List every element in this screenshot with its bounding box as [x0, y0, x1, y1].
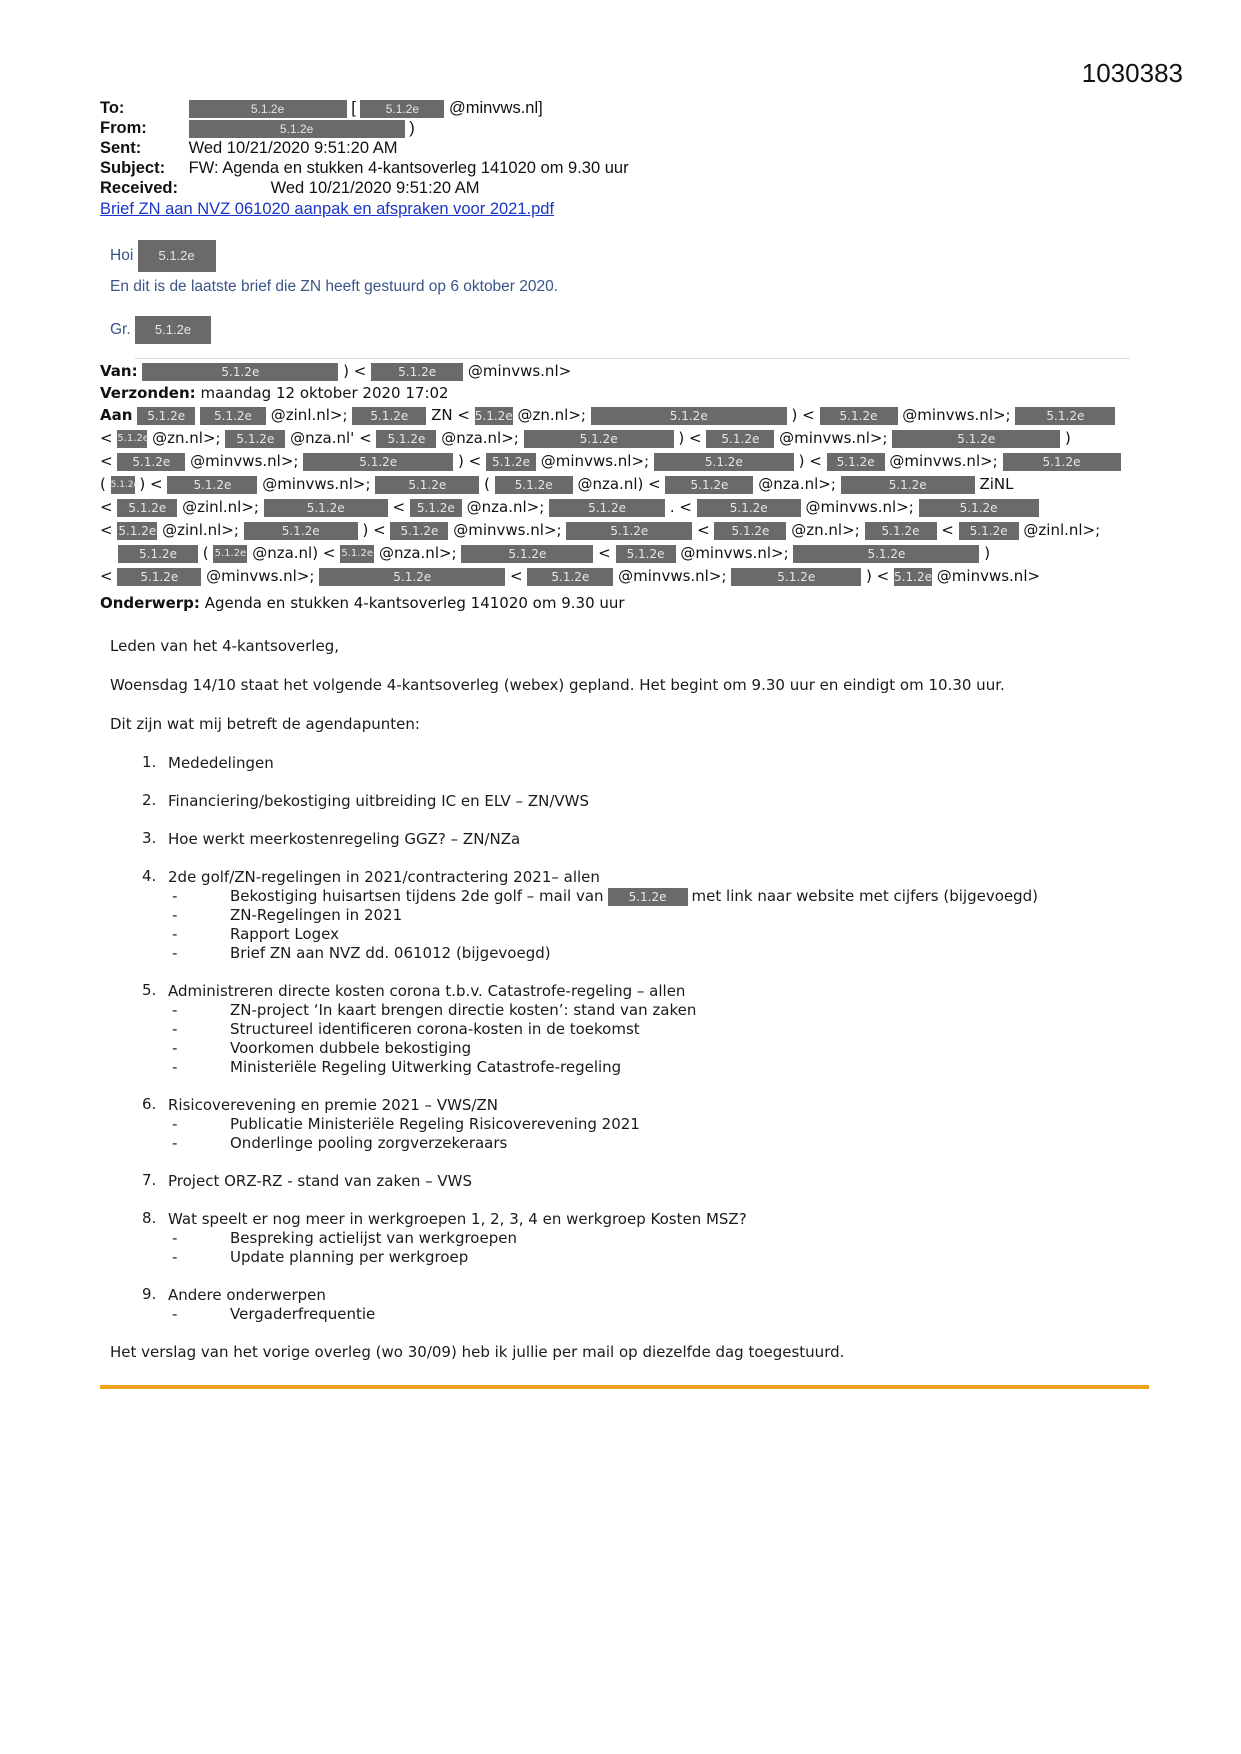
- bullet-dash: -: [172, 1248, 178, 1266]
- recipient-text: ) <: [866, 567, 890, 585]
- agenda-item: [110, 1285, 1130, 1324]
- agenda-subitem: [110, 925, 1130, 944]
- agenda-subitem-text: Update planning per werkgroep: [230, 1248, 469, 1266]
- recipient-line: [100, 519, 1130, 542]
- recipient-text: @nza.nl>;: [378, 544, 457, 562]
- redaction-box: 5.1.2e: [616, 545, 676, 563]
- redaction-box: 5.1.2e: [371, 363, 463, 381]
- agenda-subitem-text: Bekostiging huisartsen tijdens 2de golf – mail van: [230, 887, 604, 905]
- recipient-text: (: [484, 475, 490, 493]
- received-row: [100, 178, 629, 198]
- recipient-text: <: [598, 544, 611, 562]
- recipient-text: @minvws.nl>;: [805, 498, 914, 516]
- agenda-subitem-text: Vergaderfrequentie: [230, 1305, 376, 1323]
- redaction-box: 5.1.2e: [894, 569, 932, 584]
- agenda-item-number: 1.: [142, 753, 157, 771]
- van-label: Van:: [100, 362, 138, 380]
- redaction-box: 5.1.2e: [375, 476, 479, 494]
- received-label: Received:: [100, 179, 178, 197]
- bullet-dash: -: [172, 1229, 178, 1247]
- recipient-text: ) <: [791, 406, 815, 424]
- to-domain: @minvws.nl]: [448, 99, 543, 117]
- redaction-box: 5.1.2e: [189, 120, 405, 138]
- recipient-text: @zinl.nl>;: [162, 521, 239, 539]
- redaction-box: 5.1.2e: [865, 522, 937, 540]
- agenda-subitem: [110, 887, 1130, 906]
- redaction-box: 5.1.2e: [697, 499, 801, 517]
- redaction-box: 5.1.2e: [117, 568, 201, 586]
- signoff-text: Gr.: [110, 321, 131, 339]
- recipient-text: ) <: [458, 452, 482, 470]
- sent-row: [100, 138, 629, 158]
- van-row: [100, 362, 571, 381]
- agenda-subitem: [110, 1058, 1130, 1077]
- agenda-item: [110, 981, 1130, 1077]
- subject-row: [100, 158, 629, 178]
- redaction-box: 5.1.2e: [495, 476, 573, 494]
- recipient-text: @nza.nl>;: [758, 475, 836, 493]
- intro-paragraph: Woensdag 14/10 staat het volgende 4-kantsoverleg (webex) gepland. Het begint om 9.30 uur en eindigt om 10.30 uur.: [110, 676, 1005, 694]
- redaction-box: 5.1.2e: [461, 545, 593, 563]
- agenda-subitem-text: Brief ZN aan NVZ dd. 061012 (bijgevoegd): [230, 944, 551, 962]
- separator-line: [135, 358, 1130, 359]
- recipient-text: @minvws.nl>;: [190, 452, 299, 470]
- recipient-text: @nza.nl>;: [466, 498, 545, 516]
- redaction-box: 5.1.2e: [919, 499, 1039, 517]
- closing-paragraph: Het verslag van het vorige overleg (wo 30/09) heb ik jullie per mail op diezelfde dag toegestuurd.: [110, 1343, 845, 1361]
- redaction-box: 5.1.2e: [117, 499, 177, 517]
- recipient-line: [100, 565, 1130, 588]
- attachment-link[interactable]: Brief ZN aan NVZ 061020 aanpak en afspraken voor 2021.pdf: [100, 200, 555, 218]
- bullet-dash: -: [172, 1115, 178, 1133]
- redaction-box: 5.1.2e: [410, 499, 462, 517]
- agenda-subitem-text: Publicatie Ministeriële Regeling Risicoverevening 2021: [230, 1115, 640, 1133]
- recipient-text: ): [1065, 429, 1071, 447]
- agenda-subitem-text: Ministeriële Regeling Uitwerking Catastrofe-regeling: [230, 1058, 622, 1076]
- redaction-box: 5.1.2e: [390, 522, 448, 540]
- recipient-text: (: [202, 544, 209, 562]
- recipient-text: @zn.nl>;: [517, 406, 586, 424]
- agenda-subitem: [110, 1039, 1130, 1058]
- recipient-line: [100, 542, 1130, 565]
- redaction-box: 5.1.2e: [731, 568, 861, 586]
- redaction-box: 5.1.2e: [959, 522, 1019, 540]
- to-bracket: [: [351, 99, 356, 117]
- agenda-item-title: 2de golf/ZN-regelingen in 2021/contractering 2021– allen: [168, 868, 600, 886]
- recipient-text: <: [697, 521, 710, 539]
- bullet-dash: -: [172, 1058, 178, 1076]
- verzonden-value: maandag 12 oktober 2020 17:02: [200, 384, 449, 402]
- redaction-box: 5.1.2e: [340, 545, 374, 563]
- recipient-line: [100, 473, 1130, 496]
- recipient-text: @minvws.nl>;: [902, 406, 1011, 424]
- bullet-dash: -: [172, 906, 178, 924]
- recipient-text: @nza.nl>;: [441, 429, 519, 447]
- agenda-item-number: 9.: [142, 1285, 157, 1303]
- agenda-item-title: Financiering/bekostiging uitbreiding IC en ELV – ZN/VWS: [168, 792, 590, 810]
- redaction-box: 5.1.2e: [1003, 453, 1121, 471]
- redaction-box: 5.1.2e: [706, 430, 774, 448]
- agenda-item: [110, 829, 1130, 849]
- subject-value: FW: Agenda en stukken 4-kantsoverleg 141020 om 9.30 uur: [188, 159, 629, 177]
- agenda-item-title: Wat speelt er nog meer in werkgroepen 1, 2, 3, 4 en werkgroep Kosten MSZ?: [168, 1210, 747, 1228]
- recipient-text: @minvws.nl>;: [540, 452, 650, 470]
- redaction-box: 5.1.2e: [142, 363, 338, 381]
- agenda-item-title: Risicoverevening en premie 2021 – VWS/ZN: [168, 1096, 498, 1114]
- redaction-box: 5.1.2e: [118, 545, 198, 563]
- recipient-text: @nza.nl) <: [577, 475, 661, 493]
- agenda-subitem: [110, 1134, 1130, 1153]
- recipient-text: <: [100, 567, 113, 585]
- redaction-box: 5.1.2e: [527, 568, 613, 586]
- bullet-dash: -: [172, 1305, 178, 1323]
- agenda-item: [110, 867, 1130, 963]
- onderwerp-value: Agenda en stukken 4-kantsoverleg 141020 om 9.30 uur: [204, 594, 625, 612]
- redaction-box: 5.1.2e: [654, 453, 794, 471]
- redaction-box: 5.1.2e: [566, 522, 692, 540]
- bullet-dash: -: [172, 1020, 178, 1038]
- agenda-subitem-text: Bespreking actielijst van werkgroepen: [230, 1229, 517, 1247]
- redaction-box: 5.1.2e: [138, 240, 216, 272]
- agenda-item-title: Administreren directe kosten corona t.b.v. Catastrofe-regeling – allen: [168, 982, 686, 1000]
- redaction-box: 5.1.2e: [892, 430, 1060, 448]
- agenda-list: [110, 753, 1130, 1324]
- recipient-text: @minvws.nl>;: [779, 429, 888, 447]
- agenda-subitem: [110, 1020, 1130, 1039]
- recipient-line: [100, 427, 1130, 450]
- redaction-box: 5.1.2e: [319, 568, 505, 586]
- agenda-item-number: 3.: [142, 829, 157, 847]
- recipient-text: @minvws.nl>;: [206, 567, 315, 585]
- agenda-item-title: Andere onderwerpen: [168, 1286, 326, 1304]
- redaction-box: 5.1.2e: [189, 100, 347, 118]
- recipient-text: ) <: [362, 521, 386, 539]
- aan-label: Aan: [100, 406, 133, 424]
- redaction-box: 5.1.2e: [167, 476, 257, 494]
- redaction-box: 5.1.2e: [244, 522, 358, 540]
- redaction-box: 5.1.2e: [820, 407, 898, 425]
- verzonden-row: [100, 384, 449, 402]
- salutation: Leden van het 4-kantsoverleg,: [110, 637, 339, 655]
- redaction-box: 5.1.2e: [135, 316, 211, 344]
- agenda-item-title: Mededelingen: [168, 754, 274, 772]
- recipient-text: @zinl.nl>;: [270, 406, 348, 424]
- agenda-item: [110, 791, 1130, 811]
- bullet-dash: -: [172, 1134, 178, 1152]
- agenda-subitem-text: ZN-Regelingen in 2021: [230, 906, 403, 924]
- agenda-item-number: 8.: [142, 1209, 157, 1227]
- redaction-box: 5.1.2e: [118, 523, 157, 538]
- recipient-text: @minvws.nl>;: [262, 475, 371, 493]
- agenda-subitem: [110, 1001, 1130, 1020]
- recipient-text: ) <: [678, 429, 702, 447]
- van-domain: @minvws.nl>: [467, 362, 572, 380]
- redaction-box: 5.1.2e: [137, 407, 195, 425]
- recipient-text: @nza.nl) <: [252, 544, 336, 562]
- agenda-subitem-text: Structureel identificeren corona-kosten in de toekomst: [230, 1020, 640, 1038]
- agenda-subitem: [110, 1115, 1130, 1134]
- recipient-text: (: [100, 475, 106, 493]
- agenda-item: [110, 1095, 1130, 1153]
- redaction-box: 5.1.2e: [524, 430, 674, 448]
- redaction-box: 5.1.2e: [827, 453, 885, 471]
- recipient-text: <: [100, 498, 113, 516]
- agenda-item-title: Project ORZ-RZ - stand van zaken – VWS: [168, 1172, 473, 1190]
- recipient-line: [100, 404, 1130, 427]
- redaction-box: 5.1.2e: [360, 100, 444, 118]
- recipient-line: [100, 496, 1130, 519]
- redaction-box: 5.1.2e: [1015, 407, 1115, 425]
- redaction-box: 5.1.2e: [474, 408, 513, 423]
- recipient-text: ) <: [798, 452, 822, 470]
- sent-value: Wed 10/21/2020 9:51:20 AM: [188, 139, 398, 157]
- onderwerp-label: Onderwerp:: [100, 594, 200, 612]
- forward-greeting: [110, 240, 216, 272]
- redaction-box: 5.1.2e: [549, 499, 665, 517]
- onderwerp-row: [100, 594, 625, 612]
- agenda-intro: Dit zijn wat mij betreft de agendapunten:: [110, 715, 420, 733]
- forward-signoff: [110, 316, 211, 344]
- agenda-subitem-tail: met link naar website met cijfers (bijgevoegd): [691, 887, 1039, 905]
- recipient-text: ): [984, 544, 991, 562]
- redaction-box: 5.1.2e: [225, 430, 285, 448]
- agenda-subitem-text: Voorkomen dubbele bekostiging: [230, 1039, 472, 1057]
- agenda-subitem: [110, 944, 1130, 963]
- subject-label: Subject:: [100, 159, 166, 177]
- van-mid: ) <: [343, 362, 367, 380]
- redaction-box: 5.1.2e: [200, 407, 266, 425]
- document-id: 1030383: [1081, 58, 1183, 88]
- agenda-item: [110, 1171, 1130, 1191]
- bullet-dash: -: [172, 1001, 178, 1019]
- recipient-line: [100, 450, 1130, 473]
- agenda-item: [110, 1209, 1130, 1267]
- redaction-box: 5.1.2e: [591, 407, 787, 425]
- recipient-text: <: [100, 452, 113, 470]
- recipient-text: <: [941, 521, 954, 539]
- to-row: [100, 98, 629, 118]
- message-body: [110, 636, 1130, 1381]
- recipient-text: ) <: [139, 475, 163, 493]
- redaction-box: 5.1.2e: [665, 476, 753, 494]
- from-close: ): [409, 119, 415, 137]
- recipient-text: @nza.nl' <: [290, 429, 372, 447]
- agenda-subitem: [110, 906, 1130, 925]
- agenda-item: [110, 753, 1130, 773]
- agenda-subitem-text: ZN-project ‘In kaart brengen directie kosten’: stand van zaken: [230, 1001, 697, 1019]
- redaction-box: 5.1.2e: [376, 430, 436, 448]
- agenda-subitem-text: Onderlinge pooling zorgverzekeraars: [230, 1134, 508, 1152]
- redaction-box: 5.1.2e: [264, 499, 388, 517]
- recipient-text: ZiNL: [979, 475, 1014, 493]
- agenda-item-number: 6.: [142, 1095, 157, 1113]
- recipients-block: [100, 404, 1130, 588]
- recipient-text: <: [100, 429, 113, 447]
- redaction-box: 5.1.2e: [111, 476, 135, 494]
- redaction-box: 5.1.2e: [841, 476, 975, 494]
- verzonden-label: Verzonden:: [100, 384, 196, 402]
- from-row: [100, 118, 629, 138]
- received-value: Wed 10/21/2020 9:51:20 AM: [270, 179, 480, 197]
- to-label: To:: [100, 99, 125, 117]
- greeting-text: Hoi: [110, 247, 134, 265]
- redaction-box: 5.1.2e: [352, 407, 426, 425]
- redaction-box: 5.1.2e: [117, 453, 185, 471]
- recipient-text: . <: [669, 498, 692, 516]
- recipient-text: @minvws.nl>: [936, 567, 1041, 585]
- agenda-subitem: [110, 1229, 1130, 1248]
- from-label: From:: [100, 119, 147, 137]
- recipient-text: @minvws.nl>;: [889, 452, 998, 470]
- redaction-box: 5.1.2e: [608, 888, 688, 906]
- bullet-dash: -: [172, 944, 178, 962]
- redaction-box: 5.1.2e: [303, 453, 453, 471]
- sent-label: Sent:: [100, 139, 142, 157]
- redaction-box: 5.1.2e: [117, 430, 147, 448]
- recipient-text: <: [392, 498, 406, 516]
- agenda-item-number: 4.: [142, 867, 157, 885]
- recipient-text: @zn.nl>;: [152, 429, 221, 447]
- agenda-item-title: Hoe werkt meerkostenregeling GGZ? – ZN/NZa: [168, 830, 521, 848]
- recipient-text: @zinl.nl>;: [1023, 521, 1101, 539]
- recipient-text: ZN <: [431, 406, 470, 424]
- agenda-item-number: 2.: [142, 791, 157, 809]
- redaction-box: 5.1.2e: [213, 545, 247, 563]
- bullet-dash: -: [172, 925, 178, 943]
- forward-message: En dit is de laatste brief die ZN heeft gestuurd op 6 oktober 2020.: [110, 278, 559, 295]
- recipient-text: <: [510, 567, 523, 585]
- email-header: [100, 98, 629, 198]
- bullet-dash: -: [172, 1039, 178, 1057]
- recipient-text: @minvws.nl>;: [618, 567, 727, 585]
- bullet-dash: -: [172, 887, 178, 905]
- recipient-text: @zinl.nl>;: [182, 498, 259, 516]
- agenda-subitem: [110, 1248, 1130, 1267]
- agenda-subitem: [110, 1305, 1130, 1324]
- agenda-item-number: 5.: [142, 981, 157, 999]
- footer-rule: [100, 1385, 1149, 1389]
- recipient-text: @minvws.nl>;: [680, 544, 789, 562]
- recipient-text: @zn.nl>;: [791, 521, 860, 539]
- agenda-subitem-text: Rapport Logex: [230, 925, 339, 943]
- recipient-text: @minvws.nl>;: [453, 521, 562, 539]
- redaction-box: 5.1.2e: [714, 522, 786, 540]
- redaction-box: 5.1.2e: [793, 545, 979, 563]
- redaction-box: 5.1.2e: [486, 453, 536, 471]
- recipient-text: <: [100, 521, 113, 539]
- agenda-item-number: 7.: [142, 1171, 157, 1189]
